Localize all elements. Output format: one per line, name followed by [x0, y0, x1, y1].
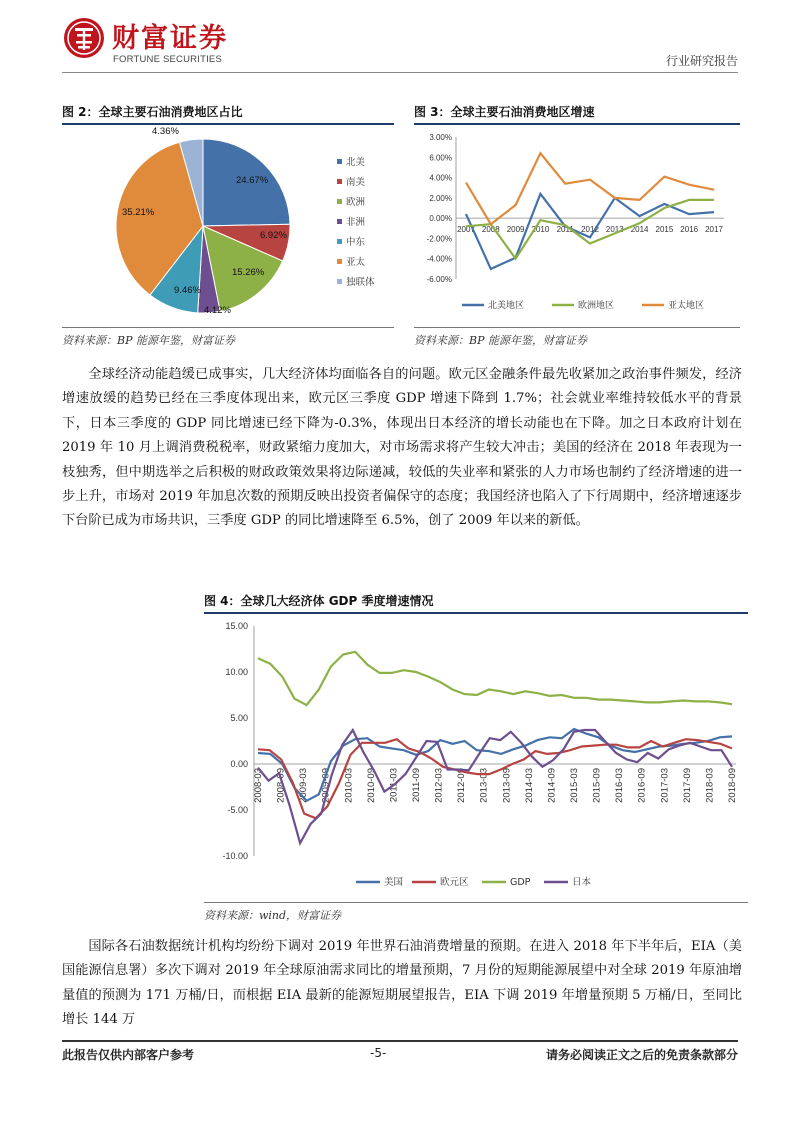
fig3-source: 资料来源：BP 能源年鉴，财富证券 — [414, 334, 587, 347]
y-tick-label: 3.00% — [429, 133, 452, 142]
legend-label: 南美 — [346, 177, 366, 188]
x-tick-label: 2016 — [680, 225, 699, 235]
x-tick-label: 2010 — [531, 225, 550, 235]
footer-notice: 请务必阅读正文之后的免责条款部分 — [545, 1048, 738, 1062]
regional-growth-chart — [414, 125, 740, 325]
legend-label: 北美 — [346, 157, 366, 168]
x-tick-label: 2014-03 — [523, 768, 535, 803]
header-divider — [62, 72, 738, 73]
x-tick-label: 2015 — [655, 225, 674, 235]
fortune-logo-icon — [62, 16, 106, 60]
x-tick-label: 2017-03 — [659, 768, 671, 803]
x-tick-label: 2008 — [481, 225, 500, 235]
x-tick-label: 2013-09 — [501, 768, 513, 803]
legend-swatch — [337, 279, 342, 284]
pie-chart — [62, 125, 394, 325]
y-tick-label: 4.00% — [429, 173, 452, 183]
legend-label: 北美地区 — [488, 301, 525, 311]
footer-disclaimer: 此报告仅供内部客户参考 — [62, 1048, 195, 1062]
legend-label: 欧洲 — [346, 197, 366, 208]
page-number: -5- — [370, 1046, 387, 1060]
y-tick-label: -10.00 — [222, 851, 248, 861]
y-tick-label: 2.00% — [429, 193, 452, 203]
y-tick-label: 10.00 — [225, 667, 248, 677]
x-tick-label: 2010-09 — [365, 768, 377, 803]
x-tick-label: 2010-03 — [343, 768, 355, 803]
x-tick-label: 2008-03 — [253, 768, 264, 803]
x-tick-label: 2017-09 — [681, 768, 693, 803]
x-tick-label: 2011-09 — [411, 768, 422, 803]
y-tick-label: 5.00 — [230, 713, 248, 723]
x-tick-label: 2018-03 — [704, 768, 716, 803]
pie-data-label: 4.12% — [204, 305, 231, 316]
brand-name-en: FORTUNE SECURITIES — [113, 54, 222, 65]
x-tick-label: 2012-09 — [456, 768, 468, 803]
legend-label: 日本 — [572, 877, 592, 888]
x-tick-label: 2012-03 — [433, 768, 445, 803]
footer-divider — [62, 1040, 738, 1042]
x-tick-label: 2016-03 — [614, 768, 626, 803]
brand-name-cn: 财富证券 — [112, 23, 228, 54]
y-tick-label: 0.00 — [230, 759, 248, 769]
y-tick-label: 6.00% — [429, 153, 452, 163]
x-tick-label: 2015-03 — [569, 768, 580, 803]
series-line-3 — [466, 153, 714, 224]
pie-data-label: 24.67% — [236, 175, 269, 186]
y-tick-label: -6.00% — [426, 275, 452, 284]
gdp-growth-chart — [204, 614, 748, 900]
x-tick-label: 2015-09 — [591, 768, 603, 803]
x-tick-label: 2011-03 — [388, 768, 400, 803]
fig2-source: 资料来源：BP 能源年鉴，财富证券 — [62, 334, 235, 347]
legend-label: 欧元区 — [440, 877, 469, 888]
body-paragraph-2: 国际各石油数据统计机构均纷纷下调对 2019 年世界石油消费增量的预期。在进入 2018 年下半年后，EIA（美国能源信息署）多次下调对 2019 年全球原油需求同比的增量预期，7 月份的短期能源展望中对全球 2019 年原油增量值的预测为 171 万桶/日，而根据 EIA 最新的能源短期展望报告，EIA 下调 2019 年增量预期 5 万桶/日，至同比增长 144 万 — [62, 939, 742, 1028]
legend-swatch — [337, 239, 342, 244]
x-tick-label: 2007 — [457, 225, 475, 235]
x-tick-label: 2014-09 — [546, 768, 558, 803]
fig2-title: 图 2：全球主要石油消费地区占比 — [62, 105, 243, 119]
x-tick-label: 2017 — [705, 225, 723, 235]
body-paragraph-1: 全球经济动能趋缓已成事实，几大经济体均面临各自的问题。欧元区金融条件最先收紧加之政治事件频发，经济增速放缓的趋势已经在三季度体现出来，欧元区三季度 GDP 增速下降到 1.7%；社会就业率维持较低水平的背景下，日本三季度的 GDP 同比增速已经下降为-0.3%，体现出日本经济的增长动能也在下降。加之日本政府计划在 2019 年 10 月上调消费税税率，财政紧缩力度加大，对市场需求将产生较大冲击；美国的经济在 2018 年表现为一枝独秀，但中期选举之后积极的财政政策效果将边际递减，较低的失业率和紧张的人力市场也制约了经济增速的进一步上升，市场对 2019 年加息次数的预期反映出投资者偏保守的态度；我国经济也陷入了下行周期中，经济增速逐步下台阶已成为市场共识，三季度 GDP 的同比增速降至 6.5%，创了 2009 年以来的新低。 — [62, 367, 742, 529]
series-line-3 — [258, 652, 732, 705]
legend-swatch — [337, 179, 342, 184]
legend-label: 欧洲地区 — [578, 301, 615, 311]
fig2-bottom-rule — [62, 327, 394, 328]
x-tick-label: 2016-09 — [636, 768, 648, 803]
y-tick-label: 15.00 — [225, 621, 248, 631]
y-tick-label: -4.00% — [426, 254, 452, 264]
x-tick-label: 2009-09 — [320, 768, 332, 803]
pie-data-label: 15.26% — [232, 267, 265, 278]
pie-data-label: 35.21% — [122, 207, 155, 218]
pie-data-label: 9.46% — [174, 285, 201, 296]
pie-data-label: 6.92% — [260, 230, 287, 241]
pie-data-label: 4.36% — [152, 126, 179, 137]
y-tick-label: 0.00% — [429, 214, 452, 224]
y-tick-label: -5.00 — [227, 805, 248, 815]
document-type: 行业研究报告 — [665, 54, 738, 68]
fig3-bottom-rule — [414, 327, 740, 328]
x-tick-label: 2018-09 — [727, 768, 738, 803]
legend-label: 非洲 — [346, 217, 366, 228]
legend-label: 独联体 — [346, 277, 375, 288]
x-tick-label: 2008-09 — [275, 768, 287, 803]
legend-label: 亚太地区 — [668, 301, 705, 311]
legend-label: 亚太 — [346, 257, 366, 268]
legend-swatch — [337, 199, 342, 204]
fig4-source: 资料来源：wind，财富证券 — [204, 909, 342, 922]
legend-label: GDP — [510, 877, 531, 888]
x-tick-label: 2013-03 — [478, 768, 490, 803]
fig4-bottom-rule — [204, 902, 748, 903]
fig4-title: 图 4：全球几大经济体 GDP 季度增速情况 — [204, 594, 434, 608]
x-tick-label: 2009 — [506, 225, 525, 235]
x-tick-label: 2011 — [556, 225, 574, 235]
y-tick-label: -2.00% — [426, 234, 452, 244]
fig3-title: 图 3：全球主要石油消费地区增速 — [414, 105, 595, 119]
legend-swatch — [337, 259, 342, 264]
legend-label: 中东 — [346, 237, 366, 248]
legend-swatch — [337, 159, 342, 164]
legend-swatch — [337, 219, 342, 224]
x-tick-label: 2009-03 — [298, 768, 310, 803]
x-tick-label: 2012 — [581, 225, 599, 235]
x-tick-label: 2013 — [605, 225, 624, 235]
x-tick-label: 2014 — [630, 225, 649, 235]
legend-label: 美国 — [384, 877, 404, 888]
